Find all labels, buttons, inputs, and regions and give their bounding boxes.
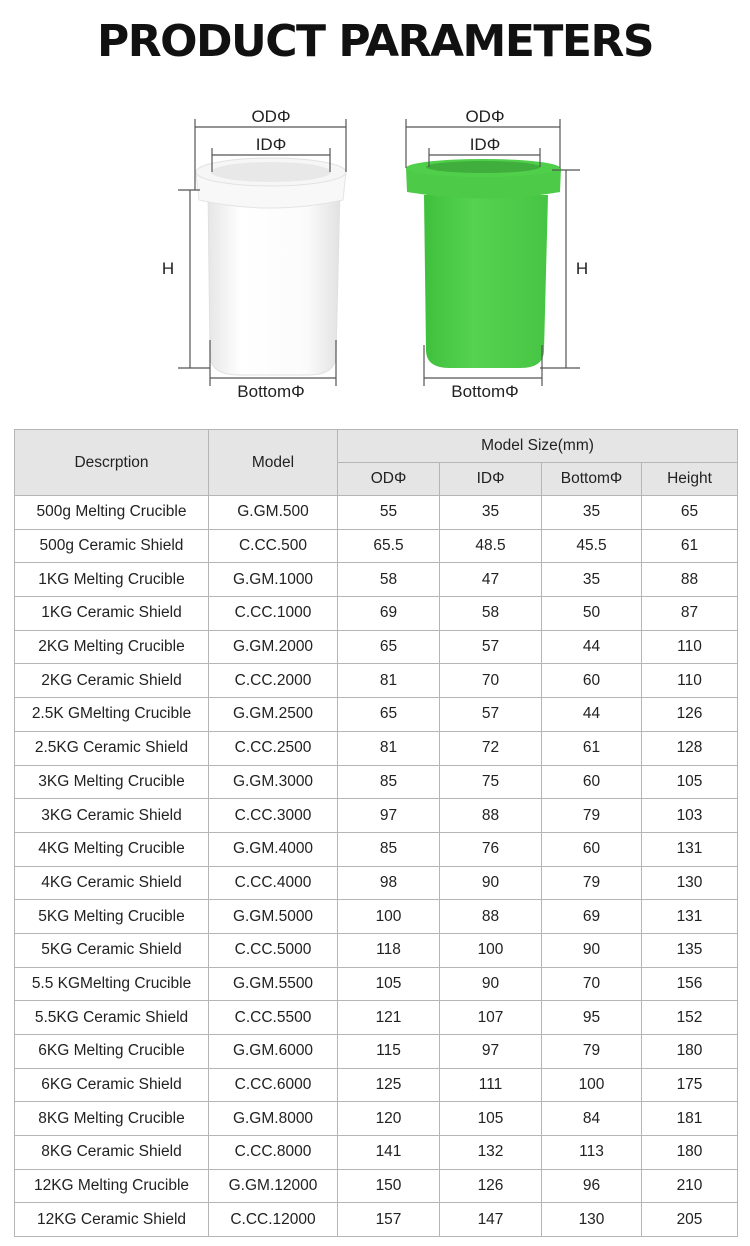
cell-od: 150	[338, 1169, 440, 1203]
cell-bottom: 44	[542, 698, 642, 732]
cell-bottom: 60	[542, 664, 642, 698]
cell-description: 5KG Melting Crucible	[15, 900, 209, 934]
cell-od: 125	[338, 1068, 440, 1102]
cell-bottom: 79	[542, 799, 642, 833]
cell-id: 132	[440, 1136, 542, 1170]
table-row	[15, 832, 738, 866]
table-row	[15, 664, 738, 698]
cell-id: 90	[440, 866, 542, 900]
cell-id: 107	[440, 1001, 542, 1035]
cell-description: 500g Melting Crucible	[15, 496, 209, 530]
cell-bottom: 61	[542, 731, 642, 765]
cell-description: 8KG Melting Crucible	[15, 1102, 209, 1136]
table-body	[15, 496, 738, 1237]
cell-model: C.CC.12000	[209, 1203, 338, 1237]
cell-bottom: 69	[542, 900, 642, 934]
cell-height: 105	[642, 765, 738, 799]
cell-od: 81	[338, 664, 440, 698]
cell-description: 1KG Melting Crucible	[15, 563, 209, 597]
cell-od: 118	[338, 933, 440, 967]
cell-od: 65	[338, 698, 440, 732]
cell-model: C.CC.1000	[209, 597, 338, 631]
green-crucible	[406, 159, 561, 368]
cell-model: G.GM.2500	[209, 698, 338, 732]
cell-od: 55	[338, 496, 440, 530]
cell-model: C.CC.5000	[209, 933, 338, 967]
cell-od: 97	[338, 799, 440, 833]
cell-od: 157	[338, 1203, 440, 1237]
cell-model: G.GM.6000	[209, 1035, 338, 1069]
cell-model: C.CC.3000	[209, 799, 338, 833]
cell-od: 81	[338, 731, 440, 765]
table-row	[15, 1001, 738, 1035]
header-model-size: Model Size(mm)	[338, 430, 738, 463]
cell-bottom: 50	[542, 597, 642, 631]
header-bottom: BottomΦ	[542, 463, 642, 496]
cell-height: 152	[642, 1001, 738, 1035]
table-row	[15, 1068, 738, 1102]
cell-height: 180	[642, 1136, 738, 1170]
cell-od: 85	[338, 765, 440, 799]
cell-model: C.CC.500	[209, 529, 338, 563]
white-crucible	[196, 158, 346, 375]
parameters-table	[14, 429, 738, 1237]
cell-description: 3KG Melting Crucible	[15, 765, 209, 799]
table-row	[15, 496, 738, 530]
table-row	[15, 630, 738, 664]
cell-od: 141	[338, 1136, 440, 1170]
id-label-white: IDΦ	[255, 135, 287, 154]
cell-bottom: 79	[542, 1035, 642, 1069]
cell-height: 128	[642, 731, 738, 765]
table-row	[15, 765, 738, 799]
cell-model: G.GM.4000	[209, 832, 338, 866]
crucible-diagram	[0, 95, 750, 415]
cell-bottom: 35	[542, 563, 642, 597]
cell-bottom: 44	[542, 630, 642, 664]
cell-description: 5KG Ceramic Shield	[15, 933, 209, 967]
cell-height: 61	[642, 529, 738, 563]
cell-bottom: 113	[542, 1136, 642, 1170]
cell-od: 65	[338, 630, 440, 664]
cell-height: 180	[642, 1035, 738, 1069]
cell-bottom: 84	[542, 1102, 642, 1136]
table-row	[15, 900, 738, 934]
cell-model: C.CC.4000	[209, 866, 338, 900]
bottom-label-green: BottomΦ	[451, 382, 519, 401]
cell-od: 105	[338, 967, 440, 1001]
cell-id: 76	[440, 832, 542, 866]
cell-id: 105	[440, 1102, 542, 1136]
cell-bottom: 60	[542, 832, 642, 866]
cell-bottom: 45.5	[542, 529, 642, 563]
cell-model: G.GM.8000	[209, 1102, 338, 1136]
cell-height: 175	[642, 1068, 738, 1102]
cell-model: G.GM.500	[209, 496, 338, 530]
table-row	[15, 529, 738, 563]
table-row	[15, 731, 738, 765]
od-label-green: ODΦ	[465, 107, 505, 126]
cell-id: 57	[440, 630, 542, 664]
table-row	[15, 866, 738, 900]
cell-id: 97	[440, 1035, 542, 1069]
cell-od: 69	[338, 597, 440, 631]
table-row	[15, 1203, 738, 1237]
header-od: ODΦ	[338, 463, 440, 496]
h-label-white: H	[161, 259, 175, 278]
cell-id: 90	[440, 967, 542, 1001]
table-row	[15, 967, 738, 1001]
cell-bottom: 100	[542, 1068, 642, 1102]
header-description: Descrption	[15, 430, 209, 496]
cell-description: 8KG Ceramic Shield	[15, 1136, 209, 1170]
cell-id: 70	[440, 664, 542, 698]
cell-description: 2.5K GMelting Crucible	[15, 698, 209, 732]
cell-id: 88	[440, 799, 542, 833]
cell-height: 210	[642, 1169, 738, 1203]
cell-description: 2.5KG Ceramic Shield	[15, 731, 209, 765]
cell-od: 100	[338, 900, 440, 934]
cell-id: 126	[440, 1169, 542, 1203]
cell-bottom: 70	[542, 967, 642, 1001]
cell-description: 6KG Melting Crucible	[15, 1035, 209, 1069]
header-id: IDΦ	[440, 463, 542, 496]
cell-bottom: 90	[542, 933, 642, 967]
table-row	[15, 933, 738, 967]
cell-id: 72	[440, 731, 542, 765]
cell-height: 156	[642, 967, 738, 1001]
table-row	[15, 597, 738, 631]
cell-description: 4KG Ceramic Shield	[15, 866, 209, 900]
cell-id: 88	[440, 900, 542, 934]
cell-od: 58	[338, 563, 440, 597]
cell-description: 5.5KG Ceramic Shield	[15, 1001, 209, 1035]
table-row	[15, 1169, 738, 1203]
cell-model: C.CC.8000	[209, 1136, 338, 1170]
cell-id: 48.5	[440, 529, 542, 563]
cell-height: 181	[642, 1102, 738, 1136]
cell-description: 1KG Ceramic Shield	[15, 597, 209, 631]
cell-height: 131	[642, 900, 738, 934]
table-row	[15, 698, 738, 732]
bottom-label-white: BottomΦ	[237, 382, 305, 401]
cell-od: 65.5	[338, 529, 440, 563]
cell-id: 47	[440, 563, 542, 597]
cell-bottom: 60	[542, 765, 642, 799]
cell-id: 35	[440, 496, 542, 530]
cell-description: 3KG Ceramic Shield	[15, 799, 209, 833]
cell-height: 87	[642, 597, 738, 631]
cell-model: G.GM.3000	[209, 765, 338, 799]
cell-description: 12KG Melting Crucible	[15, 1169, 209, 1203]
cell-description: 12KG Ceramic Shield	[15, 1203, 209, 1237]
cell-bottom: 96	[542, 1169, 642, 1203]
od-label-white: ODΦ	[251, 107, 291, 126]
table-row	[15, 799, 738, 833]
cell-bottom: 130	[542, 1203, 642, 1237]
cell-description: 500g Ceramic Shield	[15, 529, 209, 563]
cell-od: 98	[338, 866, 440, 900]
cell-description: 2KG Melting Crucible	[15, 630, 209, 664]
h-label-green: H	[575, 259, 589, 278]
cell-od: 115	[338, 1035, 440, 1069]
cell-bottom: 95	[542, 1001, 642, 1035]
cell-model: G.GM.12000	[209, 1169, 338, 1203]
cell-height: 103	[642, 799, 738, 833]
cell-id: 57	[440, 698, 542, 732]
cell-bottom: 79	[542, 866, 642, 900]
cell-bottom: 35	[542, 496, 642, 530]
cell-description: 5.5 KGMelting Crucible	[15, 967, 209, 1001]
cell-id: 111	[440, 1068, 542, 1102]
cell-model: C.CC.5500	[209, 1001, 338, 1035]
table-row	[15, 563, 738, 597]
cell-model: G.GM.2000	[209, 630, 338, 664]
id-label-green: IDΦ	[469, 135, 501, 154]
cell-id: 75	[440, 765, 542, 799]
table-row	[15, 1136, 738, 1170]
cell-model: C.CC.2000	[209, 664, 338, 698]
cell-od: 85	[338, 832, 440, 866]
cell-description: 6KG Ceramic Shield	[15, 1068, 209, 1102]
cell-height: 88	[642, 563, 738, 597]
table-row	[15, 1035, 738, 1069]
cell-model: G.GM.5000	[209, 900, 338, 934]
cell-height: 205	[642, 1203, 738, 1237]
header-model: Model	[209, 430, 338, 496]
cell-height: 135	[642, 933, 738, 967]
cell-height: 110	[642, 664, 738, 698]
cell-model: C.CC.6000	[209, 1068, 338, 1102]
header-height: Height	[642, 463, 738, 496]
cell-description: 2KG Ceramic Shield	[15, 664, 209, 698]
cell-id: 147	[440, 1203, 542, 1237]
cell-height: 65	[642, 496, 738, 530]
cell-od: 120	[338, 1102, 440, 1136]
cell-height: 110	[642, 630, 738, 664]
cell-od: 121	[338, 1001, 440, 1035]
cell-id: 100	[440, 933, 542, 967]
cell-id: 58	[440, 597, 542, 631]
cell-description: 4KG Melting Crucible	[15, 832, 209, 866]
cell-height: 131	[642, 832, 738, 866]
cell-model: C.CC.2500	[209, 731, 338, 765]
cell-height: 130	[642, 866, 738, 900]
cell-model: G.GM.1000	[209, 563, 338, 597]
cell-height: 126	[642, 698, 738, 732]
table-row	[15, 1102, 738, 1136]
page-title: PRODUCT PARAMETERS	[96, 16, 654, 67]
cell-model: G.GM.5500	[209, 967, 338, 1001]
